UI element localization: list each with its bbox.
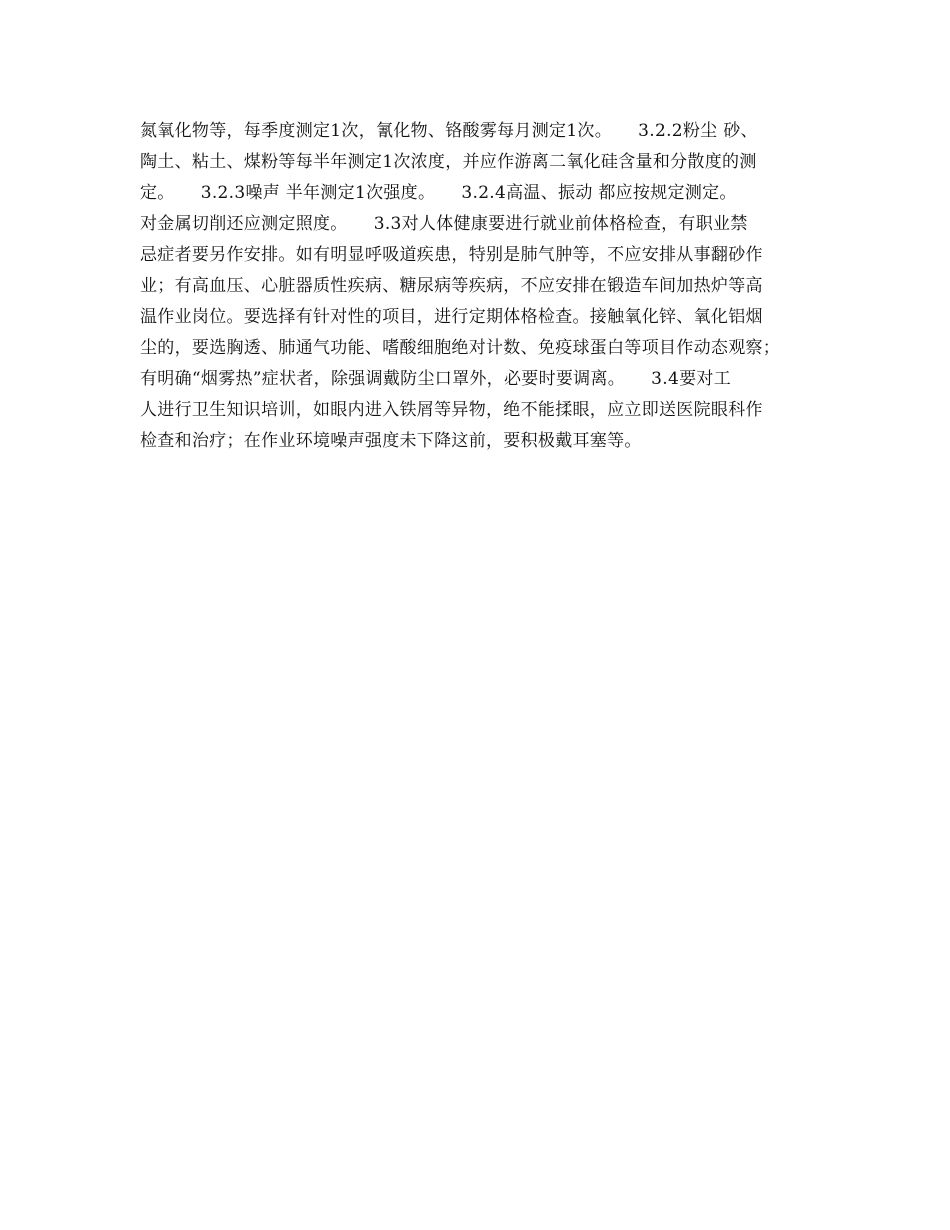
text-line: 氮氧化物等，每季度测定1次，氰化物、铬酸雾每月测定1次。 3.2.2粉尘 砂、: [140, 121, 758, 141]
text-line: 尘的，要选胸透、肺通气功能、嗜酸细胞绝对计数、免疫球蛋白等项目作动态观察；: [140, 338, 781, 358]
text-line: 对金属切削还应测定照度。 3.3对人体健康要进行就业前体格检查，有职业禁: [140, 214, 748, 234]
text-line: 检查和治疗；在作业环境噪声强度未下降这前，要积极戴耳塞等。: [140, 431, 642, 451]
text-line: 陶土、粘土、煤粉等每半年测定1次浓度，并应作游离二氧化硅含量和分散度的测: [140, 152, 757, 172]
body-paragraph: [140, 116, 840, 457]
text-line: 有明确“烟雾热”症状者，除强调戴防尘口罩外，必要时要调离。 3.4要对工: [140, 369, 732, 389]
text-line: 业；有高血压、心脏器质性疾病、糖尿病等疾病，不应安排在锻造车间加热炉等高: [140, 276, 763, 296]
text-line: 温作业岗位。要选择有针对性的项目，进行定期体格检查。接触氧化锌、氧化铝烟: [140, 307, 763, 327]
text-line: 人进行卫生知识培训，如眼内进入铁屑等异物，绝不能揉眼，应立即送医院眼科作: [140, 400, 763, 420]
text-line: 定。 3.2.3噪声 半年测定1次强度。 3.2.4高温、振动 都应按规定测定。: [140, 183, 737, 203]
text-line: 忌症者要另作安排。如有明显呼吸道疾患，特别是肺气肿等，不应安排从事翻砂作: [140, 245, 763, 265]
